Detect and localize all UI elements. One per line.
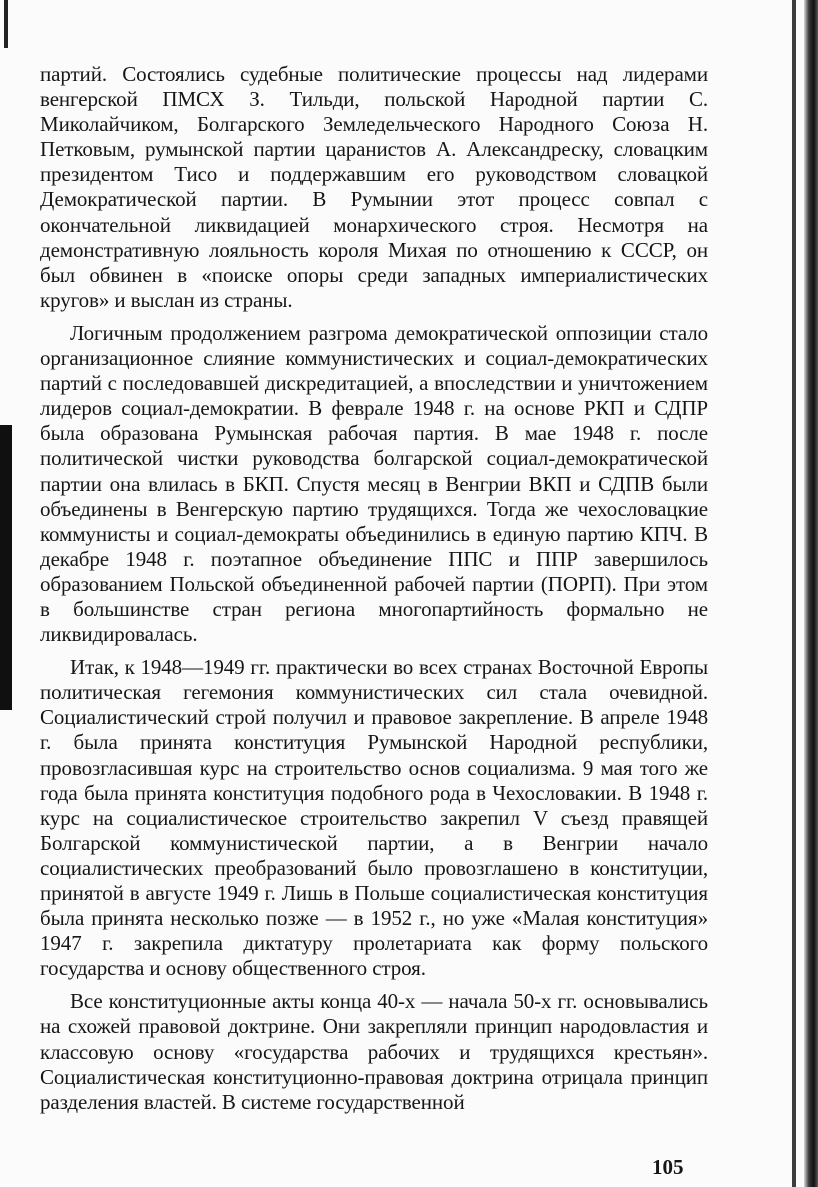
- scan-artifact-right-edge: [804, 0, 818, 1187]
- paragraph-3: Итак, к 1948—1949 гг. практически во всех странах Восточной Европы политическая гегемония коммунистических сил стала очевидной. Социалистический строй получил и правовое закрепление. В апреле 1948 г. была принята конституция Румынской Народной республики, провозгласившая курс на строительство основ социализма. 9 мая того же года была принята конституция подобного рода в Чехословакии. В 1948 г. курс на социалистическое строительство закрепил V съезд правящей Болгарской коммунистической партии, а в Венгрии начало социалистических преобразований было провозглашено в конституции, принятой в августе 1949 г. Лишь в Польше социалистическая конституция была принята несколько позже — в 1952 г., но уже «Малая конституция» 1947 г. закрепила диктатуру пролетариата как форму польского государства и основу общественного строя.: [40, 655, 708, 981]
- scan-artifact-top: [4, 0, 8, 48]
- scan-artifact-right-line: [792, 0, 796, 1187]
- paragraph-1: партий. Состоялись судебные политические процессы над лидерами венгерской ПМСХ З. Тильди, польской Народной партии С. Миколайчиком, Болгарского Земледельческого Народного Союза Н. Петковым, румынской партии царанистов А. Александреску, словацким президентом Тисо и поддержавшим его руководством словацкой Демократической партии. В Румынии этот процесс совпал с окончательной ликвидацией монархического строя. Несмотря на демонстративную лояльность короля Михая по отношению к СССР, он был обвинен в «поиске опоры среди западных империалистических кругов» и выслан из страны.: [40, 62, 708, 312]
- paragraph-2: Логичным продолжением разгрома демократической оппозиции стало организационное слияние коммунистических и социал-демократических партий с последовавшей дискредитацией, а впоследствии и уничтожением лидеров социал-демократии. В феврале 1948 г. на основе РКП и СДПР была образована Румынская рабочая партия. В мае 1948 г. после политической чистки руководства болгарской социал-демократической партии она влилась в БКП. Спустя месяц в Венгрии ВКП и СДПВ были объединены в Венгерскую партию трудящихся. Тогда же чехословацкие коммунисты и социал-демократы объединились в единую партию КПЧ. В декабре 1948 г. поэтапное объединение ППС и ППР завершилось образованием Польской объединенной рабочей партии (ПОРП). При этом в большинстве стран региона многопартийность формально не ликвидировалась.: [40, 320, 708, 647]
- page-number: 105: [652, 1155, 684, 1179]
- paragraph-4: Все конституционные акты конца 40-х — начала 50-х гг. основывались на схожей правовой доктрине. Они закрепляли принцип народовластия и классовую основу «государства рабочих и трудящихся крестьян». Социалистическая конституционно-правовая доктрина отрицала принцип разделения властей. В системе государственной: [40, 989, 708, 1114]
- scan-artifact-left: [0, 425, 12, 710]
- body-text: [40, 62, 708, 1123]
